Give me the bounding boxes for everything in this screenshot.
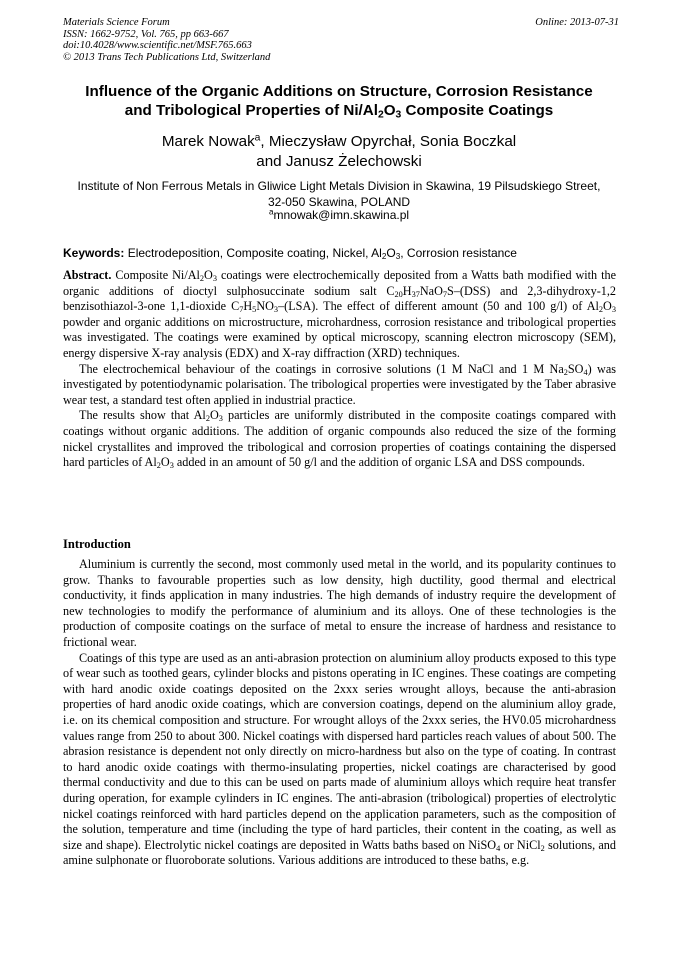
abstract-label: Abstract. bbox=[63, 268, 112, 282]
title-line-1: Influence of the Organic Additions on Structure, Corrosion Resistance bbox=[85, 83, 593, 100]
journal-header bbox=[63, 17, 619, 63]
paper-title bbox=[40, 82, 638, 120]
keywords: Keywords: Electrodeposition, Composite coating, Nickel, $Al_2O_3$, Corrosion resistance bbox=[63, 246, 517, 262]
author-name: Marek Nowak bbox=[161, 133, 255, 150]
abstract-paragraph: The results show that $Al_2O_3$ particles are uniformly distributed in the composite coatings compared with coatings without organic additions. The addition of organic compounds also reduced the size of the forming nickel crystallites and improved the tribological and corrosion properties of coatings containing the dispersed hard particles of $Al_2O_3$ added in an amount of 50 g/l and the addition of organic LSA and DSS compounds. bbox=[63, 408, 617, 471]
abstract bbox=[63, 268, 616, 471]
section-heading-introduction: Introduction bbox=[63, 537, 131, 551]
copyright: © 2013 Trans Tech Publications Ltd, Switzerland bbox=[63, 51, 271, 63]
intro-paragraph: Coatings of this type are used as an anti-abrasion protection on aluminium alloy products exposed to this type of wear such as toothed gears, cylinder blocks and pistons operating in IC engines. These coatings are competing with hard anodic oxide coatings deposited on the 2xxx series wrought alloys, because the anti-abrasion properties of hard anodic oxide coatings, which are conversion coatings, depend on the aluminium alloy grade, i.e. on its chemical composition and structure. For wrought alloys of the 2xxx series, the HV0.05 microhardness values range from 250 to about 300. Nickel coatings with dispersed hard particles reach values of about 500. The abrasion resistance is dependent not only directly on micro-hardness but also on the type of coating. In contrast to hard anodic oxide coatings with thermo-insulating properties, nickel coatings are characterised by good thermal conductivity and due to this can be used on parts made of aluminium alloys which require heat transfer during operation, for example cylinders in IC engines. The anti-abrasion (tribological) properties of electrolytic nickel coatings reinforced with hard particles depend on the application parameters, such as the composition of the solution, temperature and time (including the type of hard particles, their content in the coating, as well as size and shape). Electrolytic nickel coatings are deposited in Watts baths based on NiSO$_4$ or NiCl$_2$ solutions, and amine sulphonate or fluoroborate solutions. Various additions are introduced to these baths, e.g. bbox=[63, 650, 616, 868]
doi: doi:10.4028/www.scientific.net/MSF.765.663 bbox=[63, 40, 252, 52]
abstract-paragraph: Abstract. Composite $Ni/Al_2O_3$ coatings were electrochemically deposited from a Watts bath modified with the organic additions of dioctyl sulphosuccinate sodium salt $C_{20}H_{37}NaO_7S-(DSS)$ and 2,3-dihydroxy-1,2 benzisothiazol-3-one 1,1-dioxide $C_7H_5NO_3-(LSA)$. The effect of different amount (50 and 100 g/l) of $Al_2O_3$ powder and organic additions on microstructure, microhardness, corrosion resistance and tribological properties was investigated. The coatings were examined by optical microscopy, scanning electron microscopy (SEM), energy dispersive X-ray analysis (EDX) and X-ray diffraction (XRD) techniques. bbox=[63, 268, 617, 360]
authors: Marek Nowak$^a$, Mieczysław Opyrchał, Sonia Boczkal and Janusz Żelechowski bbox=[40, 132, 638, 172]
intro-paragraph: Aluminium is currently the second, most commonly used metal in the world, and its popularity continues to grow. Thanks to favourable properties such as low density, high ductility, good thermal and electrical conductivity, it finds application in many industries. The high demands of industry require the development of new technologies to modify the performance of aluminium and its alloys. One of these technologies is the production of composite coatings on the surface of metal to ensure the increase of hardness and resistance to frictional wear. bbox=[63, 557, 616, 649]
journal-name: Materials Science Forum bbox=[63, 17, 170, 28]
online-date: Online: 2013-07-31 bbox=[535, 17, 619, 28]
introduction-body bbox=[63, 557, 616, 869]
issn: ISSN: 1662-9752, Vol. 765, pp 663-667 bbox=[63, 28, 229, 40]
authors-line-2: and Janusz Żelechowski bbox=[256, 153, 422, 170]
abstract-paragraph: The electrochemical behaviour of the coatings in corrosive solutions (1 M NaCl and 1 M $Na_2SO_4$) was investigated by potentiodynamic polarisation. The tribological properties were investigated by the Taber abrasive wear test, a standard test often applied in industrial practice. bbox=[63, 361, 616, 407]
author-email: $^a$mnowak@imn.skawina.pl bbox=[268, 207, 410, 222]
affiliation: Institute of Non Ferrous Metals in Gliwice Light Metals Division in Skawina, 19 Pilsudskiego Street, 32-050 Skawina, POLAND bbox=[77, 179, 601, 209]
keywords-label: Keywords: bbox=[63, 246, 125, 260]
title-line-2: and Tribological Properties of $Ni/Al_2O_3$ Composite Coatings bbox=[124, 102, 554, 121]
